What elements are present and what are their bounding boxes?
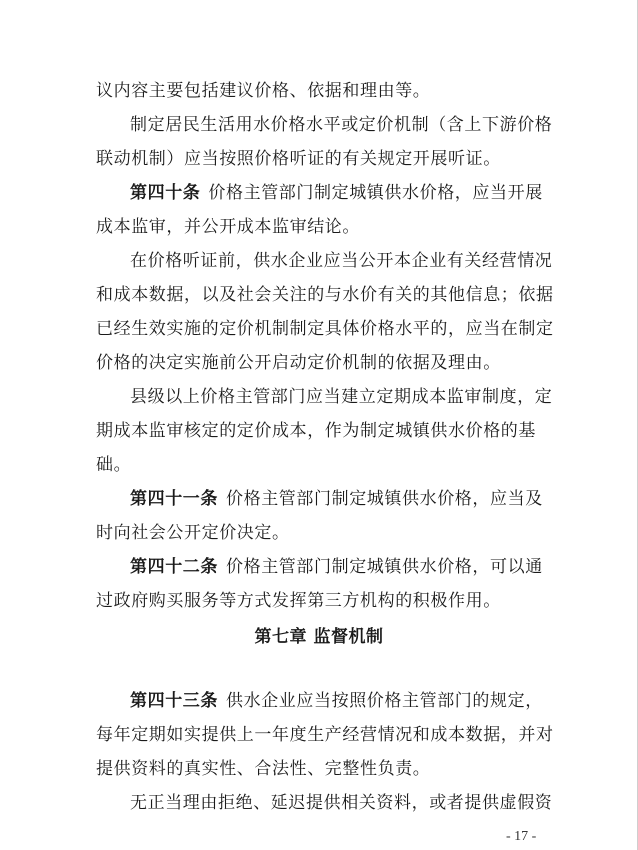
document-body-bottom	[96, 684, 554, 820]
line-text: 时向社会公开定价决定。	[96, 523, 290, 543]
text-line	[96, 584, 540, 618]
text-line	[96, 176, 543, 210]
line-text: 提供资料的真实性、合法性、完整性负责。	[96, 759, 431, 779]
article-number: 第四十一条	[130, 489, 218, 509]
document-body-top	[96, 74, 554, 618]
line-text: 在价格听证前，供水企业应当公开本企业有关经营情况	[130, 251, 553, 271]
text-line	[96, 448, 540, 482]
text-line	[96, 414, 540, 448]
line-text: 础。	[96, 455, 132, 475]
line-text: 已经生效实施的定价机制制定具体价格水平的，应当在制定	[96, 319, 554, 339]
article-number: 第四十三条	[130, 691, 218, 711]
text-line	[96, 108, 553, 142]
line-text: 价格主管部门制定城镇供水价格，应当及	[226, 489, 543, 509]
line-text: 每年定期如实提供上一年度生产经营情况和成本数据，并对	[96, 725, 554, 745]
text-line	[96, 786, 553, 820]
page-number: - 17 -	[506, 829, 537, 844]
text-line	[96, 380, 553, 414]
text-line	[96, 550, 543, 584]
line-text: 成本监审，并公开成本监审结论。	[96, 217, 360, 237]
line-text: 过政府购买服务等方式发挥第三方机构的积极作用。	[96, 591, 501, 611]
line-text: 联动机制）应当按照价格听证的有关规定开展听证。	[96, 149, 501, 169]
line-text: 价格的决定实施前公开启动定价机制的依据及理由。	[96, 353, 501, 373]
line-text: 县级以上价格主管部门应当建立定期成本监审制度，定	[130, 387, 553, 407]
text-line	[96, 278, 554, 312]
text-line	[96, 346, 540, 380]
line-text: 无正当理由拒绝、延迟提供相关资料，或者提供虚假资	[130, 793, 553, 813]
line-text: 制定居民生活用水价格水平或定价机制（含上下游价格	[130, 115, 553, 135]
text-line	[96, 718, 554, 752]
text-line	[96, 752, 540, 786]
line-text: 期成本监审核定的定价成本，作为制定城镇供水价格的基	[96, 421, 536, 441]
text-line	[96, 684, 543, 718]
text-line	[96, 244, 553, 278]
line-text: 供水企业应当按照价格主管部门的规定，	[226, 691, 543, 711]
line-text: 和成本数据，以及社会关注的与水价有关的其他信息；依据	[96, 285, 554, 305]
text-line	[96, 210, 540, 244]
text-line	[96, 482, 543, 516]
line-text: 价格主管部门制定城镇供水价格，应当开展	[208, 183, 543, 203]
article-number: 第四十条	[130, 183, 201, 203]
text-line	[96, 74, 540, 108]
article-number: 第四十二条	[130, 557, 218, 577]
text-line	[96, 516, 540, 550]
line-text: 议内容主要包括建议价格、依据和理由等。	[96, 81, 431, 101]
text-line	[96, 312, 554, 346]
chapter-title: 第七章 监督机制	[254, 627, 384, 647]
line-text: 价格主管部门制定城镇供水价格，可以通	[226, 557, 543, 577]
text-line	[96, 142, 540, 176]
